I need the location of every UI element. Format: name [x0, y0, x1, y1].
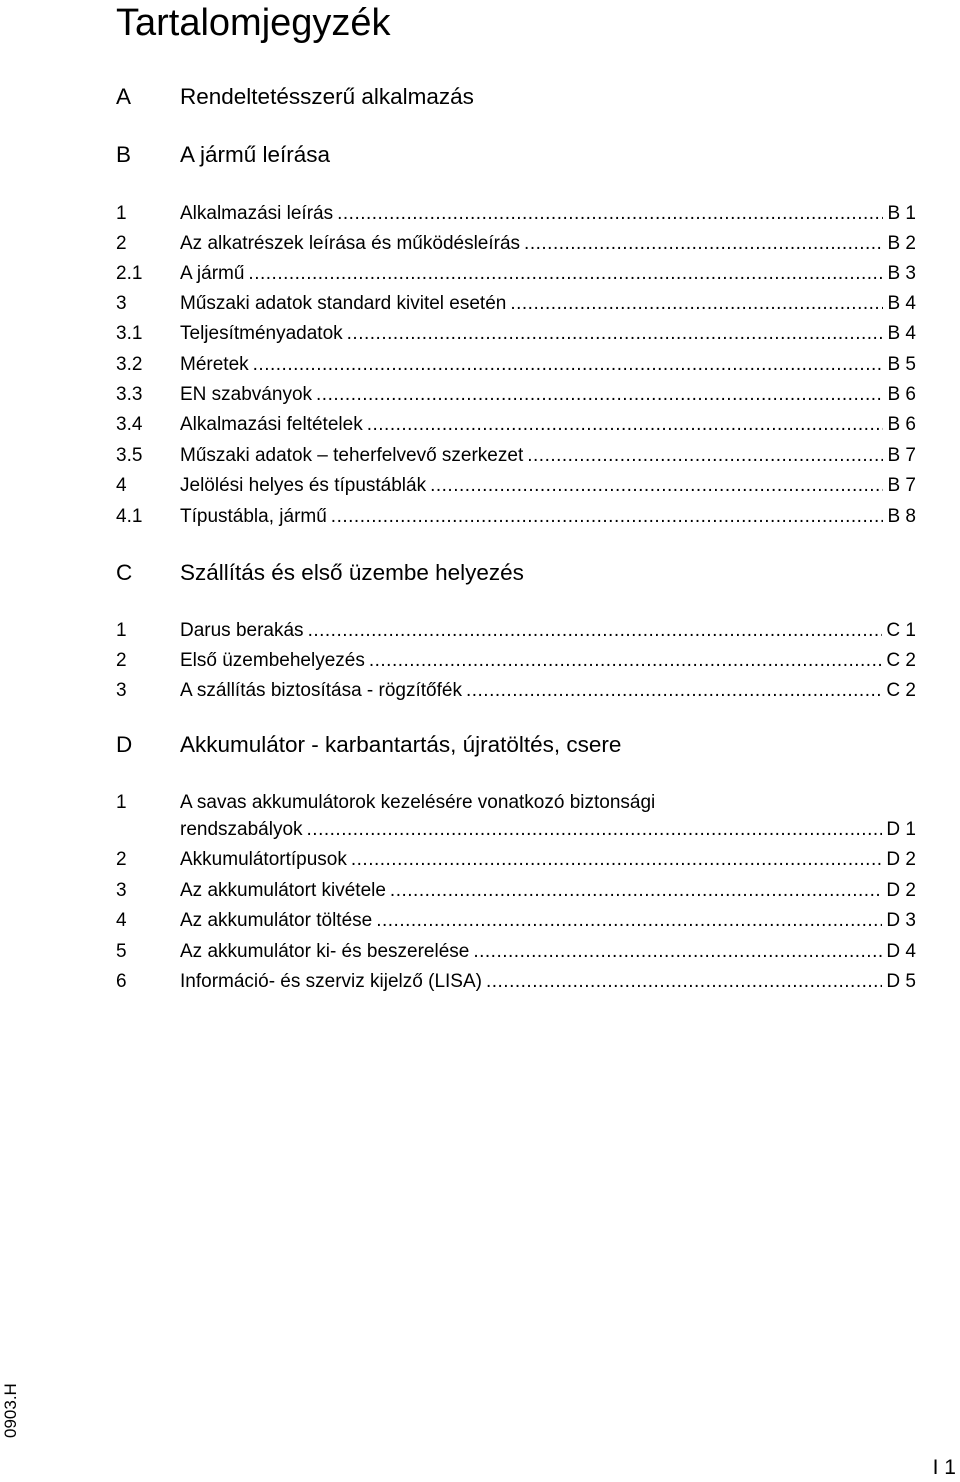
entry-label: EN szabványok [180, 384, 313, 405]
dot-leader [430, 471, 883, 501]
dot-leader [524, 229, 883, 259]
entry-label: Az alkatrészek leírása és működésleírás [180, 233, 521, 254]
section-letter: B [116, 142, 132, 167]
dot-leader [331, 502, 884, 532]
entry-label: Az akkumulátort kivétele [180, 880, 386, 901]
toc-entry[interactable] [116, 845, 916, 875]
entry-number: 3.3 [116, 384, 143, 405]
entry-number: 6 [116, 971, 127, 992]
toc-entry[interactable] [116, 967, 916, 997]
section-letter: D [116, 732, 133, 757]
toc-entry[interactable] [116, 319, 916, 349]
toc-entry[interactable] [116, 788, 916, 846]
toc-entry[interactable] [116, 676, 916, 706]
entry-label: Az akkumulátor ki- és beszerelése [180, 941, 470, 962]
entry-page: B 2 [887, 233, 916, 254]
dot-leader [308, 616, 883, 646]
entry-number: 4.1 [116, 506, 143, 527]
dot-leader [390, 876, 883, 906]
entry-page: B 7 [887, 445, 916, 466]
entry-number: 3.4 [116, 414, 143, 435]
entry-page: B 4 [887, 323, 916, 344]
entry-number: 4 [116, 475, 127, 496]
entry-label: Méretek [180, 354, 249, 375]
entry-label: rendszabályok [180, 819, 303, 840]
entry-page: B 5 [887, 354, 916, 375]
entry-page: B 7 [887, 475, 916, 496]
entry-page: B 8 [887, 506, 916, 527]
entry-number: 2.1 [116, 263, 143, 284]
entry-page: B 3 [887, 263, 916, 284]
section-title: Szállítás és első üzembe helyezés [180, 560, 524, 585]
section-letter: C [116, 560, 133, 585]
section-heading-d [116, 730, 916, 760]
entry-page: D 1 [886, 819, 916, 840]
dot-leader [347, 319, 884, 349]
section-heading-c [116, 558, 916, 588]
toc-entry[interactable] [116, 380, 916, 410]
entry-label: A jármű [180, 263, 245, 284]
entry-page: B 1 [887, 203, 916, 224]
entry-label: Alkalmazási feltételek [180, 414, 363, 435]
entry-page: D 3 [886, 910, 916, 931]
toc-entry[interactable] [116, 410, 916, 440]
section-letter: A [116, 84, 132, 109]
document-code: 0903.H [1, 1383, 20, 1438]
entry-label: Műszaki adatok standard kivitel esetén [180, 293, 507, 314]
toc-entry[interactable] [116, 937, 916, 967]
entry-label-line1: A savas akkumulátorok kezelésére vonatkozó biztonsági [180, 792, 656, 813]
entry-label: Első üzembehelyezés [180, 650, 365, 671]
dot-leader [466, 676, 882, 706]
dot-leader [369, 646, 883, 676]
toc-entry[interactable] [116, 502, 916, 532]
toc-entry[interactable] [116, 350, 916, 380]
dot-leader [527, 441, 883, 471]
entry-page: B 4 [887, 293, 916, 314]
entry-label: Az akkumulátor töltése [180, 910, 373, 931]
entry-number: 3 [116, 880, 127, 901]
entry-label: Alkalmazási leírás [180, 203, 334, 224]
entry-page: C 2 [886, 680, 916, 701]
entry-page: B 6 [887, 414, 916, 435]
dot-leader [337, 199, 883, 229]
dot-leader [248, 259, 883, 289]
entry-page: C 1 [886, 620, 916, 641]
entry-page: C 2 [886, 650, 916, 671]
toc-entry[interactable] [116, 441, 916, 471]
entry-page: B 6 [887, 384, 916, 405]
toc-entry[interactable] [116, 199, 916, 229]
dot-leader [510, 289, 883, 319]
entry-number: 3 [116, 293, 127, 314]
entry-number: 2 [116, 849, 127, 870]
dot-leader [486, 967, 882, 997]
entry-number: 3 [116, 680, 127, 701]
entry-number: 1 [116, 620, 127, 641]
entry-label: Információ- és szerviz kijelző (LISA) [180, 971, 482, 992]
entry-page: D 2 [886, 880, 916, 901]
entry-page: D 4 [886, 941, 916, 962]
dot-leader [351, 845, 883, 875]
dot-leader [367, 410, 884, 440]
dot-leader [376, 906, 882, 936]
entry-number: 3.2 [116, 354, 143, 375]
entry-number: 1 [116, 792, 127, 813]
entry-label: Teljesítményadatok [180, 323, 343, 344]
page-number: I 1 [932, 1456, 956, 1479]
entry-page: D 2 [886, 849, 916, 870]
entry-number: 3.5 [116, 445, 143, 466]
entry-label: Darus berakás [180, 620, 304, 641]
entry-label: Műszaki adatok – teherfelvevő szerkezet [180, 445, 524, 466]
toc-entry[interactable] [116, 259, 916, 289]
section-title: A jármű leírása [180, 142, 331, 167]
entry-label: Típustábla, jármű [180, 506, 327, 527]
section-title: Rendeltetésszerű alkalmazás [180, 84, 474, 109]
entry-number: 3.1 [116, 323, 143, 344]
toc-entry[interactable] [116, 906, 916, 936]
toc-entry[interactable] [116, 289, 916, 319]
entry-label: Jelölési helyes és típustáblák [180, 475, 427, 496]
section-heading-a [116, 82, 916, 112]
entry-number: 5 [116, 941, 127, 962]
dot-leader [253, 350, 884, 380]
section-heading-b [116, 140, 916, 170]
toc-entry[interactable] [116, 229, 916, 259]
entry-page: D 5 [886, 971, 916, 992]
entry-number: 1 [116, 203, 127, 224]
toc-entry[interactable] [116, 646, 916, 676]
dot-leader [307, 815, 883, 845]
entry-label: Akkumulátortípusok [180, 849, 347, 870]
page-title: Tartalomjegyzék [116, 2, 391, 44]
entry-number: 2 [116, 650, 127, 671]
toc-entry[interactable] [116, 471, 916, 501]
toc-entry[interactable] [116, 616, 916, 646]
toc-entry[interactable] [116, 876, 916, 906]
entry-number: 2 [116, 233, 127, 254]
entry-number: 4 [116, 910, 127, 931]
section-title: Akkumulátor - karbantartás, újratöltés, csere [180, 732, 622, 757]
entry-label: A szállítás biztosítása - rögzítőfék [180, 680, 462, 701]
dot-leader [473, 937, 882, 967]
dot-leader [316, 380, 883, 410]
